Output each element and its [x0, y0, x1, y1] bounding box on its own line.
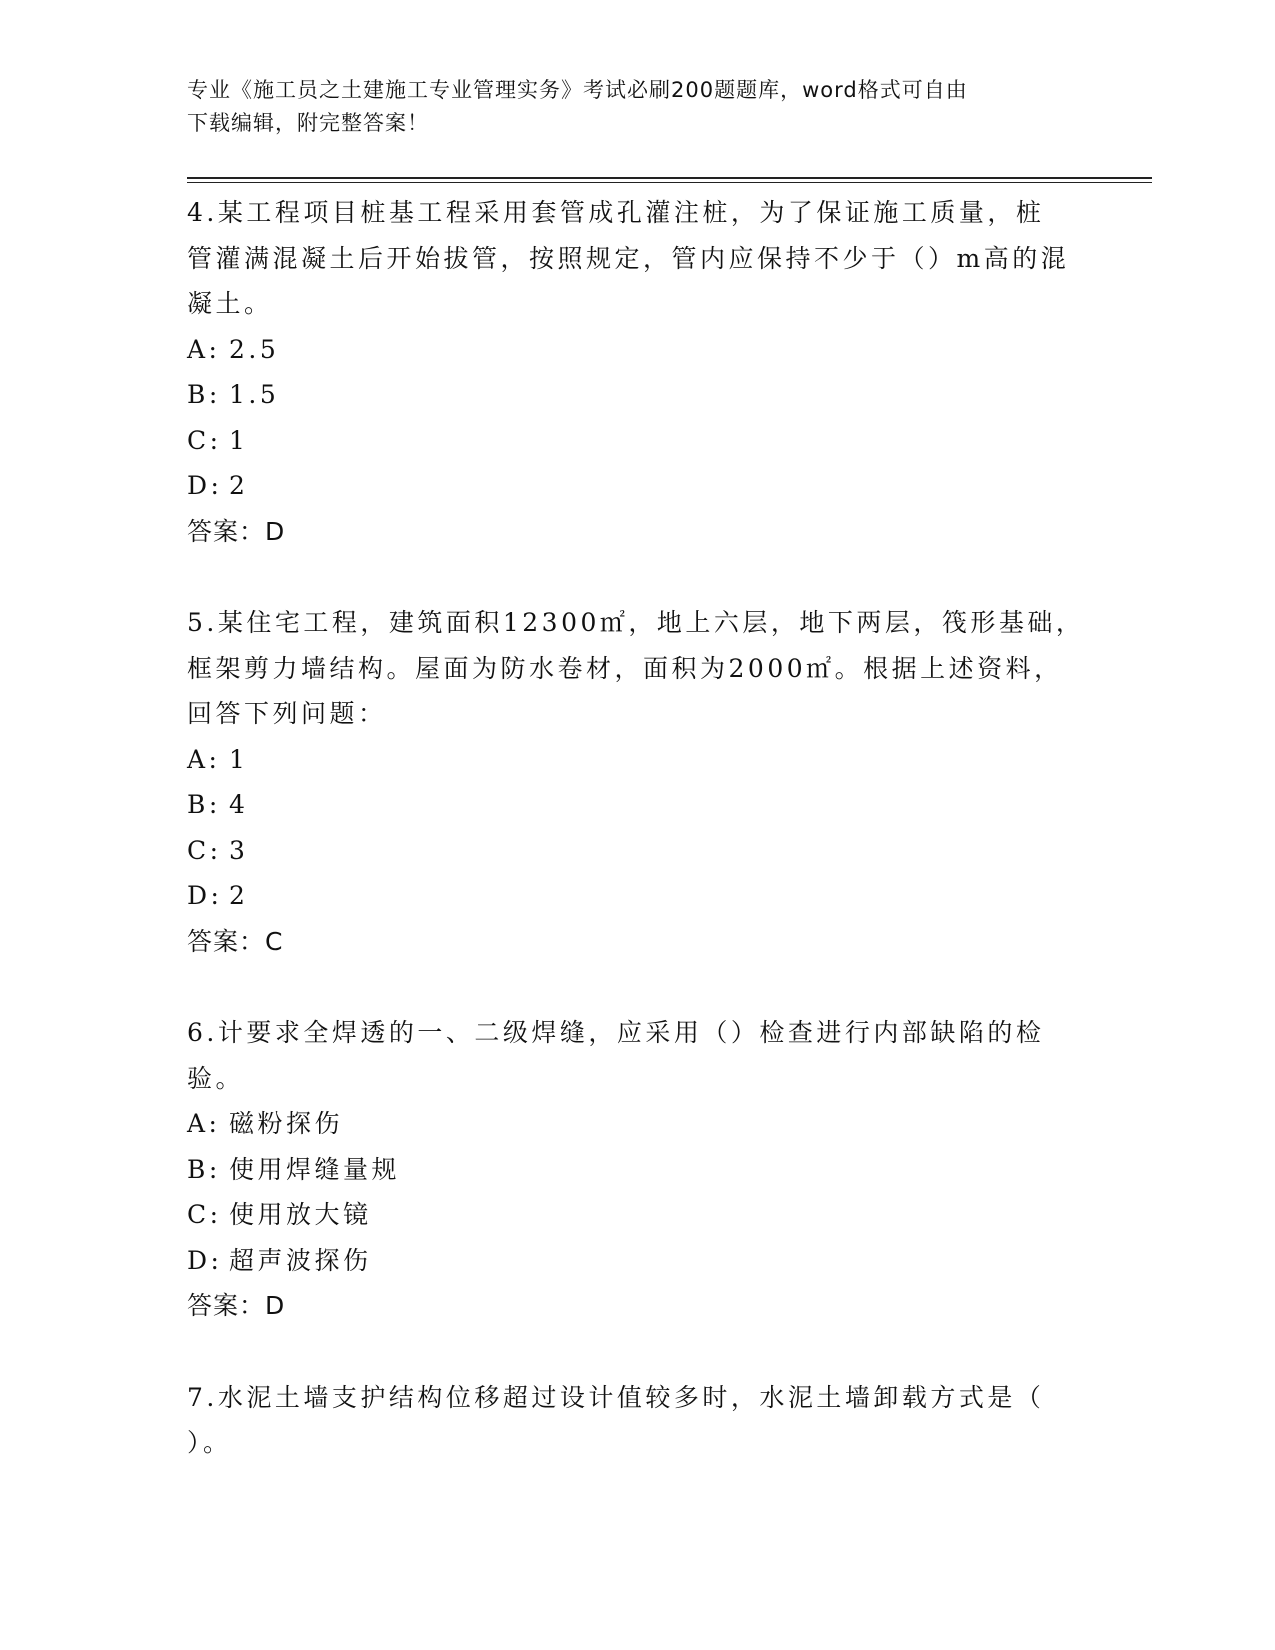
- option-label: B:: [187, 790, 221, 819]
- option-label: D:: [187, 1245, 223, 1275]
- question-5: [187, 600, 1087, 964]
- question-6: [187, 1010, 1087, 1329]
- option-label: D:: [187, 471, 223, 500]
- question-text: 7.水泥土墙支护结构位移超过设计值较多时，水泥土墙卸载方式是（ ）。: [187, 1382, 1045, 1457]
- option-value: 1: [229, 744, 249, 774]
- question-text: 6.计要求全焊透的一、二级焊缝，应采用（）检查进行内部缺陷的检 验。: [187, 1018, 1045, 1093]
- question-7: [187, 1375, 1087, 1466]
- option-value: 2: [229, 471, 249, 500]
- option-d: [187, 463, 1087, 509]
- question-text: 5.某住宅工程，建筑面积12300㎡，地上六层，地下两层，筏形基础， 框架剪力墙结构。屋面为防水卷材，面积为2000㎡。根据上述资料， 回答下列问题：: [187, 608, 1085, 728]
- option-value: 磁粉探伤: [229, 1109, 344, 1138]
- option-value: 使用焊缝量规: [229, 1154, 401, 1184]
- option-a: [187, 1101, 1087, 1147]
- option-value: 2.5: [229, 334, 280, 364]
- option-label: C:: [187, 1200, 222, 1229]
- header-divider: [187, 177, 1152, 179]
- answer: 答案：C: [187, 926, 284, 956]
- option-value: 使用放大镜: [229, 1200, 372, 1229]
- option-b: [187, 782, 1087, 828]
- option-d: [187, 873, 1087, 919]
- option-label: A:: [187, 334, 221, 364]
- intro-line-1: 专业《施工员之土建施工专业管理实务》考试必刷200题题库，word格式可自由: [187, 78, 968, 102]
- option-value: 1: [229, 425, 249, 455]
- answer: 答案：D: [187, 1291, 286, 1320]
- option-d: [187, 1238, 1087, 1284]
- option-c: [187, 1192, 1087, 1238]
- question-text: 4.某工程项目桩基工程采用套管成孔灌注桩，为了保证施工质量，桩 管灌满混凝土后开始拔管，按照规定，管内应保持不少于（）m高的混 凝土。: [187, 198, 1070, 318]
- option-value: 4: [229, 790, 249, 819]
- document-intro: [187, 74, 1067, 140]
- option-b: [187, 372, 1087, 418]
- question-list: [187, 190, 1087, 1512]
- option-a: [187, 737, 1087, 783]
- option-label: D:: [187, 881, 223, 910]
- option-label: C:: [187, 425, 222, 455]
- header-divider-thin: [187, 182, 1152, 183]
- option-value: 2: [229, 881, 249, 910]
- option-value: 1.5: [229, 380, 280, 409]
- option-label: B:: [187, 1154, 221, 1184]
- option-label: A:: [187, 744, 221, 774]
- option-c: [187, 418, 1087, 464]
- option-b: [187, 1147, 1087, 1193]
- option-value: 超声波探伤: [229, 1245, 372, 1275]
- option-label: B:: [187, 380, 221, 409]
- option-value: 3: [229, 835, 249, 865]
- option-c: [187, 828, 1087, 874]
- answer: 答案：D: [187, 516, 286, 546]
- question-4: [187, 190, 1087, 554]
- option-a: [187, 327, 1087, 373]
- option-label: C:: [187, 835, 222, 865]
- option-label: A:: [187, 1109, 221, 1138]
- intro-line-2: 下载编辑，附完整答案！: [187, 111, 429, 135]
